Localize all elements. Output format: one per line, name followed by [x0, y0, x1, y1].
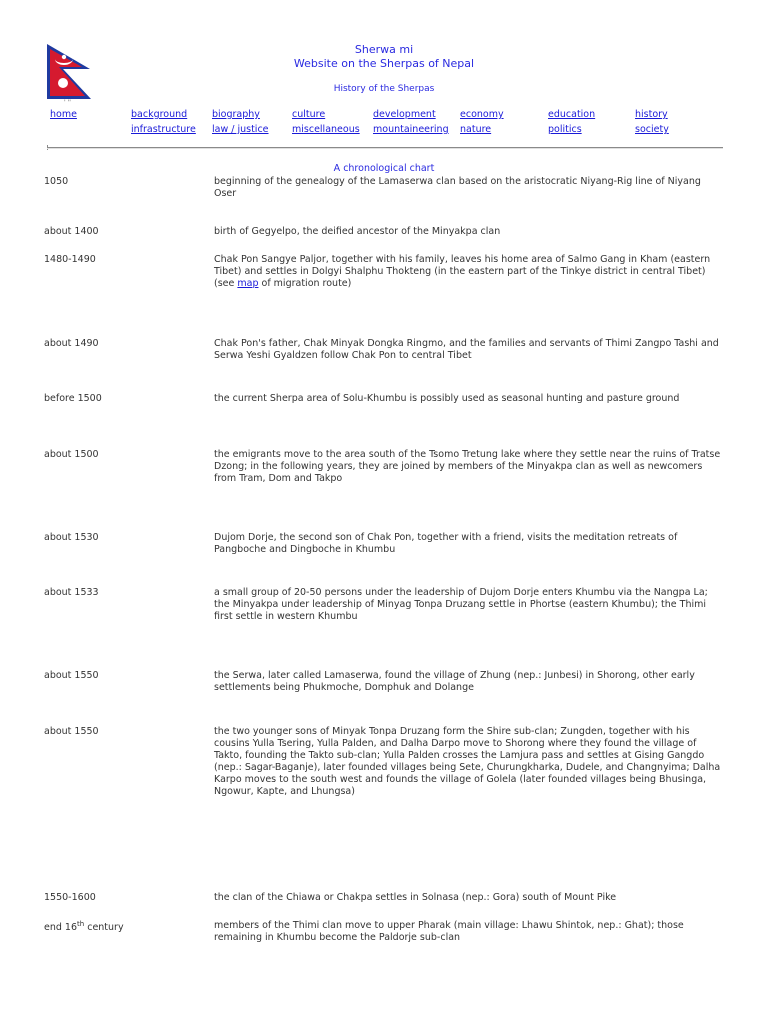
entry-text: Chak Pon's father, Chak Minyak Dongka Ringmo, and the families and servants of Thimi Zangpo Tashi and Serwa Yeshi Gyaldzen follow Chak Pon to central Tibet — [214, 338, 719, 361]
entry-text: Dujom Dorje, the second son of Chak Pon, together with a friend, visits the meditation retreats of Pangboche and Dingboche in Khumbu — [214, 532, 678, 555]
entry-date-part: end 16 — [44, 922, 78, 934]
nav-link-society[interactable]: society — [635, 124, 669, 135]
nav-link-education[interactable]: education — [548, 109, 596, 120]
entry-date: about 1550 — [44, 670, 99, 681]
nav-link-economy[interactable]: economy — [460, 109, 504, 120]
nav-link-politics[interactable]: politics — [548, 124, 582, 135]
entry-date: about 1550 — [44, 726, 99, 737]
entry-text-part: of migration route) — [258, 278, 352, 289]
nav-link-background[interactable]: background — [131, 109, 188, 120]
nav-link-infrastructure[interactable]: infrastructure — [131, 124, 196, 135]
entry-date-part: century — [84, 922, 124, 934]
site-title: Sherwa mi — [354, 43, 414, 56]
site-subtitle: Website on the Sherpas of Nepal — [293, 57, 475, 70]
flag-caption: ' '' — [64, 99, 71, 106]
page-title: History of the Sherpas — [333, 84, 435, 94]
entry-date: before 1500 — [44, 393, 102, 404]
entry-text: the current Sherpa area of Solu-Khumbu is possibly used as seasonal hunting and pasture ground — [214, 393, 680, 404]
entry-text: the Serwa, later called Lamaserwa, found the village of Zhung (nep.: Junbesi) in Shorong, other early settlements being Phukmoche, Domphuk and Dolange — [214, 670, 695, 693]
entry-date: about 1400 — [44, 226, 99, 237]
nav-link-nature[interactable]: nature — [460, 124, 492, 135]
entry-text-part: Chak Pon Sangye Paljor, together with his family, leaves his home area of Salmo Gang in Kham (eastern Tibet) and settles in Dolgyi Shalphu Thokteng (in the eastern part of the Tinkye district in central Tibet) (see — [214, 254, 711, 289]
entry-text: the two younger sons of Minyak Tonpa Druzang form the Shire sub-clan; Zungden, together with his cousins Yulla Tsering, Yulla Palden, and Dalha Darpo move to Shorong where they found the village of Takto, founding the Takto sub-clan; Yulla Palden crosses the Lamjura pass and settles at Gising Gangdo (nep.: Sagar-Baganje), later founded villages being Sete, Churungkharka, Dudele, and Changnyima; Dalha Karpo moves to the south west and founds the village of Golela (later founded villages being Bhusinga, Ngowur, Kapte, and Lhungsa) — [214, 726, 721, 797]
entry-date: 1050 — [44, 176, 69, 187]
nav-link-history[interactable]: history — [635, 109, 668, 120]
entry-text: beginning of the genealogy of the Lamaserwa clan based on the aristocratic Niyang-Rig line of Niyang Oser — [214, 176, 701, 199]
entry-date — [44, 920, 124, 933]
entry-date: 1480-1490 — [44, 254, 96, 265]
entry-text — [214, 254, 724, 290]
entry-date: about 1530 — [44, 532, 99, 543]
nav-link-culture[interactable]: culture — [292, 109, 326, 120]
nav-link-development[interactable]: development — [373, 109, 436, 120]
horizontal-divider — [47, 147, 723, 149]
nav-link-miscellaneous[interactable]: miscellaneous — [292, 124, 360, 135]
entry-date: 1550-1600 — [44, 892, 96, 903]
entry-date: about 1490 — [44, 338, 99, 349]
chronology-heading: A chronological chart — [333, 163, 435, 174]
entry-text: members of the Thimi clan move to upper Pharak (main village: Lhawu Shintok, nep.: Ghat); those remaining in Khumbu become the Paldorje sub-clan — [214, 920, 684, 943]
entry-text: a small group of 20-50 persons under the leadership of Dujom Dorje enters Khumbu via the Nangpa La; the Minyakpa under leadership of Minyag Tonpa Druzang settle in Phortse (eastern Khumbu); the Thimi first settle in western Khumbu — [214, 587, 708, 622]
nav-link-law-justice[interactable]: law / justice — [212, 124, 269, 135]
entry-text: the emigrants move to the area south of the Tsomo Tretung lake where they settle near the ruins of Tratse Dzong; in the following years, they are joined by members of the Minyakpa clan as well as newcomers from Tram, Dom and Takpo — [214, 449, 721, 484]
entry-text: birth of Gegyelpo, the deified ancestor of the Minyakpa clan — [214, 226, 501, 237]
map-link[interactable]: map — [237, 278, 259, 289]
nav-link-home[interactable]: home — [50, 109, 77, 120]
entry-date: about 1533 — [44, 587, 99, 598]
nav-link-mountaineering[interactable]: mountaineering — [373, 124, 449, 135]
entry-date-sup: th — [77, 920, 85, 928]
entry-text: the clan of the Chiawa or Chakpa settles in Solnasa (nep.: Gora) south of Mount Pike — [214, 892, 617, 903]
nav-link-biography[interactable]: biography — [212, 109, 260, 120]
entry-date: about 1500 — [44, 449, 99, 460]
